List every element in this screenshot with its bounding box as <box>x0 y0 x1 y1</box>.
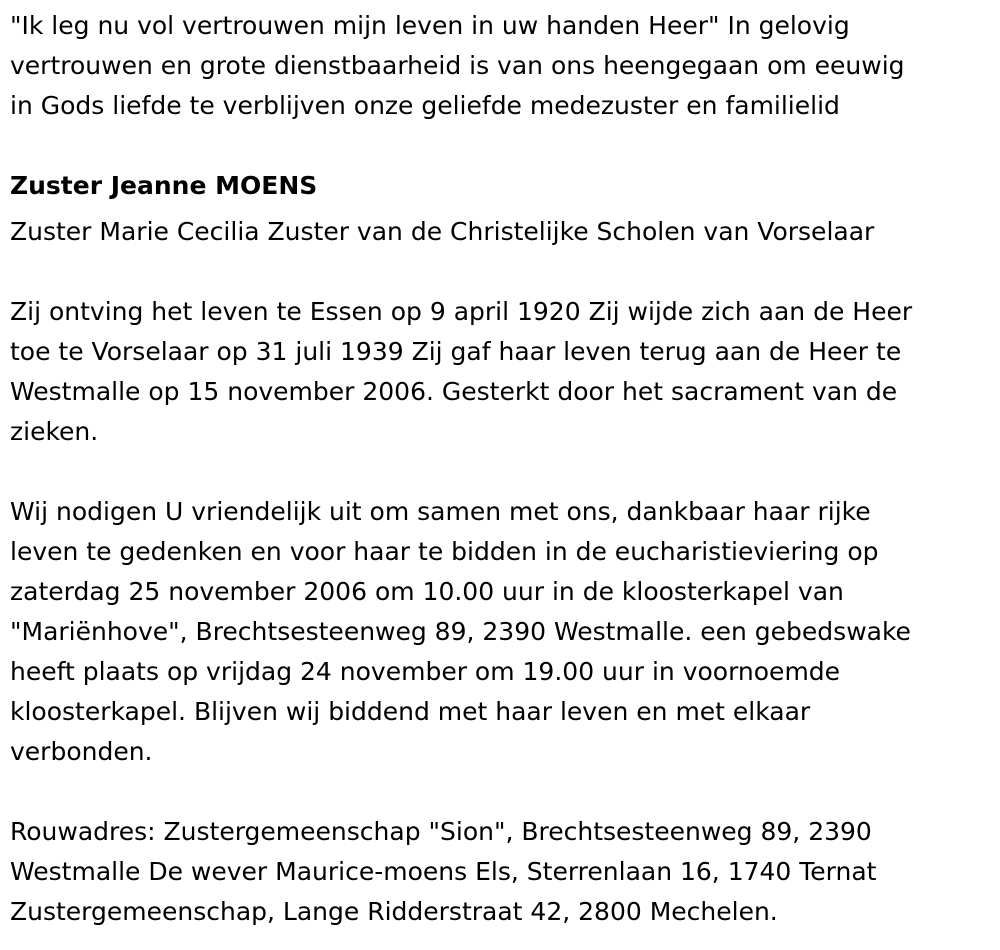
address-paragraph: Rouwadres: Zustergemeenschap "Sion", Brechtsesteenweg 89, 2390 Westmalle De wever Maurice-moens Els, Sterrenlaan 16, 1740 Ternat Zustergemeenschap, Lange Ridderstraat 42, 2800 Mechelen. <box>10 817 877 926</box>
life-paragraph: Zij ontving het leven te Essen op 9 april 1920 Zij wijde zich aan de Heer toe te Vorselaar op 31 juli 1939 Zij gaf haar leven terug aan de Heer te Westmalle op 15 november 2006. Gesterkt door het sacrament van de zieken. <box>10 297 913 446</box>
obituary-document <box>10 6 985 932</box>
invitation-paragraph: Wij nodigen U vriendelijk uit om samen met ons, dankbaar haar rijke leven te gedenken en voor haar te bidden in de eucharistieviering op zaterdag 25 november 2006 om 10.00 uur in de kloosterkapel van "Mariënhove", Brechtsesteenweg 89, 2390 Westmalle. een gebedswake heeft plaats op vrijdag 24 november om 19.00 uur in voornoemde kloosterkapel. Blijven wij biddend met haar leven en met elkaar verbonden. <box>10 497 911 766</box>
religious-name: Zuster Marie Cecilia Zuster van de Christelijke Scholen van Vorselaar <box>10 217 875 246</box>
deceased-name: Zuster Jeanne MOENS <box>10 171 318 200</box>
quote-paragraph: "Ik leg nu vol vertrouwen mijn leven in uw handen Heer" In gelovig vertrouwen en grote dienstbaarheid is van ons heengegaan om eeuwig in Gods liefde te verblijven onze geliefde medezuster en familielid <box>10 11 905 120</box>
